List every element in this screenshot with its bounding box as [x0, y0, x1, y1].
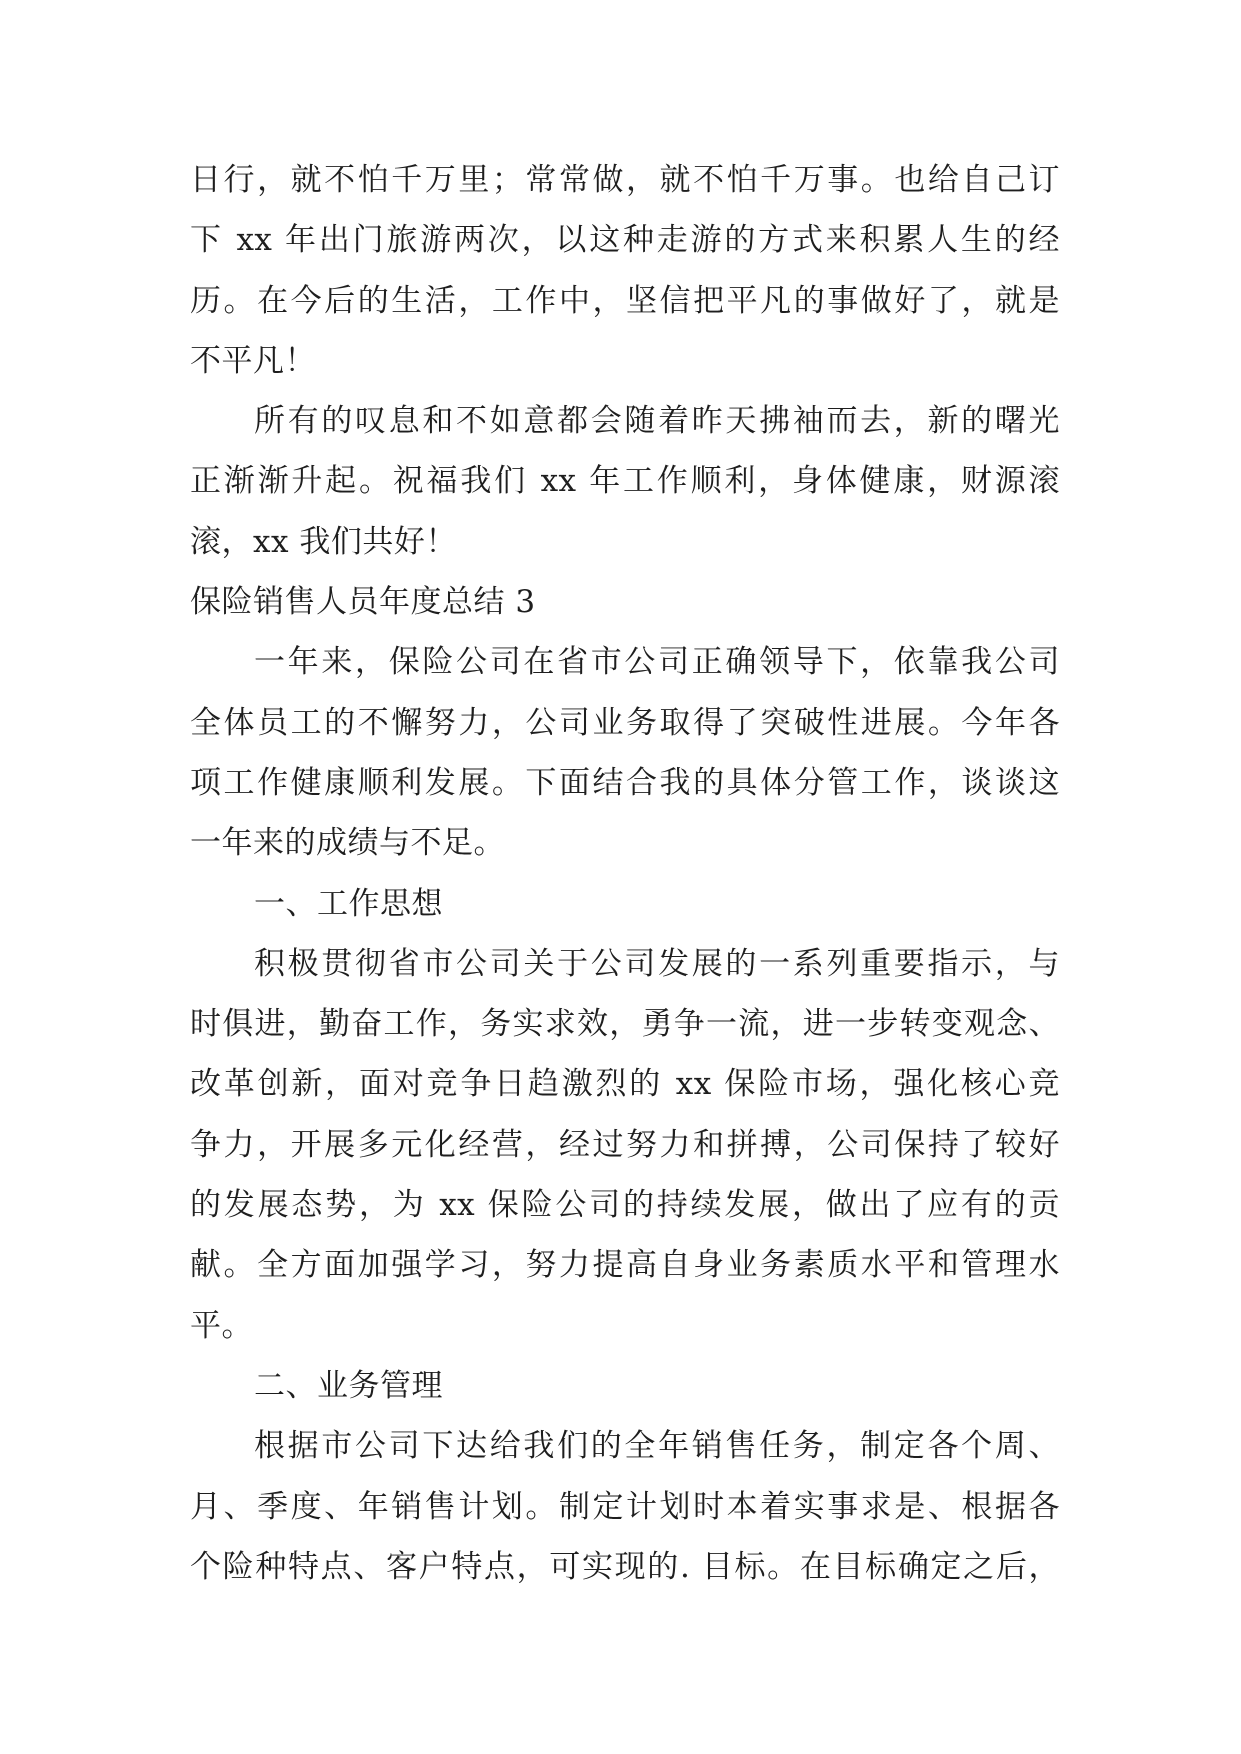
text-line: 一年来的成绩与不足。	[190, 825, 505, 862]
text-line: 争力，开展多元化经营，经过努力和拼搏，公司保持了较好	[190, 1126, 1060, 1163]
text-line: 个险种特点、客户特点，可实现的. 目标。在目标确定之后，	[190, 1548, 1060, 1585]
text-line: 历。在今后的生活，工作中，坚信把平凡的事做好了，就是	[190, 282, 1060, 319]
text-line: 全体员工的不懈努力，公司业务取得了突破性进展。今年各	[190, 704, 1060, 741]
text-line: 不平凡！	[190, 342, 316, 379]
paragraph	[190, 934, 1060, 1356]
text-line: 时俱进，勤奋工作，务实求效，勇争一流，进一步转变观念、	[190, 1006, 1060, 1043]
text-line: 月、季度、年销售计划。制定计划时本着实事求是、根据各	[190, 1488, 1060, 1525]
text-line: 一年来，保险公司在省市公司正确领导下，依靠我公司	[254, 644, 1060, 681]
text-line: 下 xx 年出门旅游两次，以这种走游的方式来积累人生的经	[190, 222, 1060, 259]
paragraph	[190, 150, 1060, 391]
paragraph	[190, 1416, 1060, 1597]
text-line: 日行，就不怕千万里；常常做，就不怕千万事。也给自己订	[190, 162, 1060, 198]
text-line: 献。全方面加强学习，努力提高自身业务素质水平和管理水	[190, 1247, 1060, 1284]
text-line: 积极贯彻省市公司关于公司发展的一系列重要指示，与	[254, 945, 1060, 982]
text-line: 根据市公司下达给我们的全年销售任务，制定各个周、	[254, 1428, 1060, 1465]
text-line: 的发展态势，为 xx 保险公司的持续发展，做出了应有的贡	[190, 1187, 1060, 1224]
text-line: 滚，xx 我们共好！	[190, 523, 457, 560]
text-line: 项工作健康顺利发展。下面结合我的具体分管工作，谈谈这	[190, 764, 1060, 801]
text-line: 正渐渐升起。祝福我们 xx 年工作顺利，身体健康，财源滚	[190, 463, 1060, 500]
text-line: 所有的叹息和不如意都会随着昨天拂袖而去，新的曙光	[254, 403, 1060, 440]
text-line: 保险销售人员年度总结 3	[190, 584, 536, 621]
paragraph	[190, 632, 1060, 873]
section-heading	[190, 572, 1060, 632]
text-line: 平。	[190, 1307, 253, 1344]
paragraph	[190, 391, 1060, 572]
text-line: 一、工作思想	[254, 885, 443, 922]
section-heading	[190, 874, 1060, 934]
text-line: 改革创新，面对竞争日趋激烈的 xx 保险市场，强化核心竞	[190, 1066, 1060, 1103]
document-body	[190, 150, 1060, 1597]
text-line: 二、业务管理	[254, 1367, 443, 1404]
section-heading	[190, 1356, 1060, 1416]
